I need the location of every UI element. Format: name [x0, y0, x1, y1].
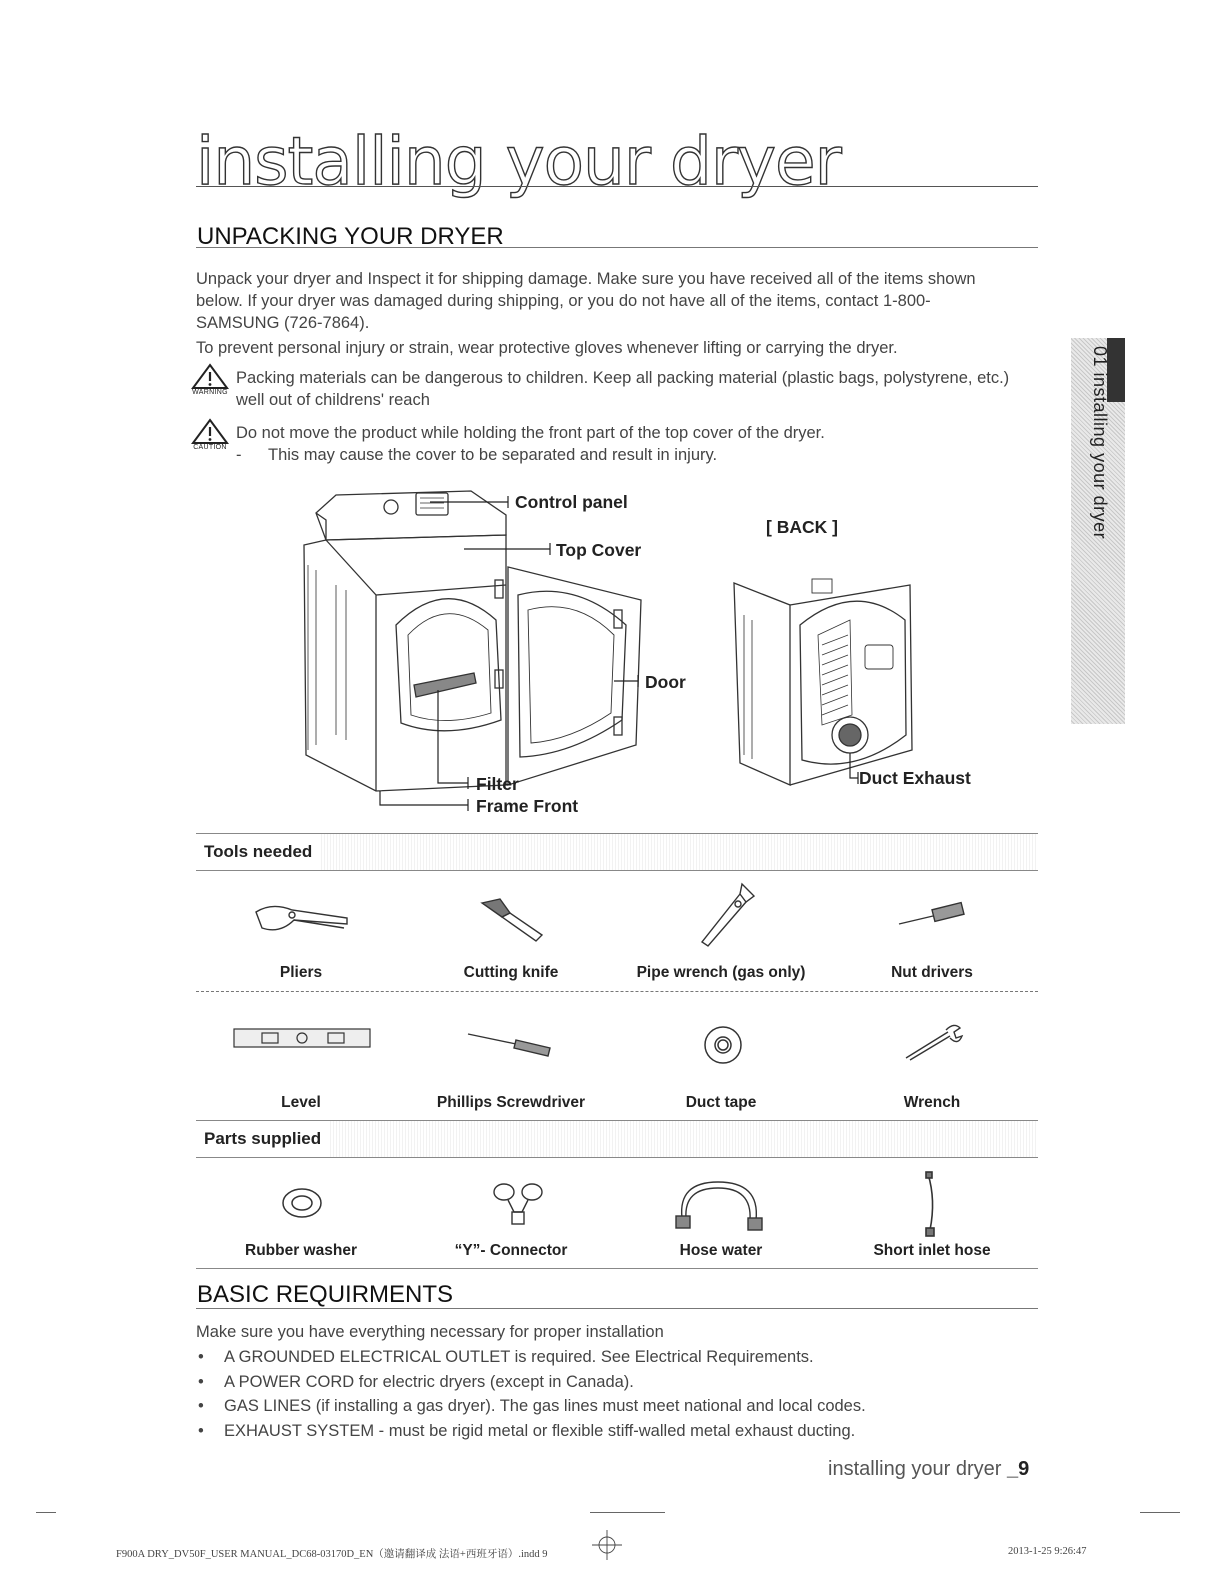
part-rubber-washer: Rubber washer: [245, 1242, 357, 1259]
part-y-connector: “Y”- Connector: [454, 1242, 568, 1259]
caution-symbol: [188, 417, 232, 457]
basic-requirements-intro: Make sure you have everything necessary for proper installation: [196, 1323, 664, 1341]
warning-icon: [188, 362, 232, 402]
crop-mark-right: [1140, 1512, 1180, 1513]
short-inlet-hose-icon: [914, 1170, 944, 1240]
caution-label: CAUTION: [193, 444, 227, 451]
registration-mark-icon: [592, 1530, 622, 1560]
warning-text: Packing materials can be dangerous to children. Keep all packing material (plastic bags, polystyrene, etc.) well out of childrens' reach: [236, 369, 1010, 409]
tool-duct-tape: Duct tape: [685, 1094, 757, 1111]
basic-requirements-heading: BASIC REQUIRMENTS: [197, 1281, 454, 1308]
caution-text: Do not move the product while holding the front part of the top cover of the dryer.: [236, 424, 825, 442]
tool-wrench: Wrench: [903, 1094, 961, 1111]
parts-bottom-rule: [196, 1268, 1038, 1269]
label-door: Door: [645, 672, 686, 692]
level-icon: [232, 1025, 372, 1051]
tool-level: Level: [281, 1094, 321, 1111]
unpacking-rule: [196, 247, 1038, 248]
parts-band: [196, 1120, 1038, 1158]
basic-requirements-list: [196, 1345, 1026, 1443]
tool-cutting-knife: Cutting knife: [463, 964, 559, 981]
cutting-knife-icon: [476, 895, 546, 945]
label-top-cover: Top Cover: [556, 540, 642, 560]
phillips-screwdriver-icon: [466, 1030, 556, 1060]
warning-label: WARNING: [192, 389, 228, 396]
label-frame-front: Frame Front: [476, 796, 579, 816]
page-title: installing your dryer: [196, 123, 841, 200]
basic-requirements-rule: [196, 1308, 1038, 1309]
tool-nut-drivers: Nut drivers: [891, 964, 973, 981]
tool-pipe-wrench: Pipe wrench (gas only): [636, 964, 806, 981]
parts-heading: Parts supplied: [196, 1121, 329, 1157]
part-hose-water: Hose water: [679, 1242, 763, 1259]
requirement-item: • EXHAUST SYSTEM - must be rigid metal or flexible stiff-walled metal exhaust ducting.: [196, 1419, 1026, 1444]
tool-phillips-screwdriver: Phillips Screwdriver: [436, 1094, 586, 1111]
caution-subtext: This may cause the cover to be separated and result in injury.: [268, 446, 718, 464]
title-rule: [196, 186, 1038, 187]
pliers-icon: [252, 900, 352, 940]
footer-page-label: [828, 1458, 1029, 1481]
dryer-front-illustration: [296, 485, 656, 805]
label-filter: Filter: [476, 774, 519, 794]
tool-pliers: Pliers: [279, 964, 323, 981]
crop-mark-left: [36, 1512, 56, 1513]
caution-dash: -: [236, 446, 242, 464]
tools-row-divider: [196, 991, 1038, 992]
side-tab-label: 01 installing your dryer: [1090, 346, 1110, 540]
gloves-paragraph: To prevent personal injury or strain, wear protective gloves whenever lifting or carrying the dryer.: [196, 339, 898, 357]
wrench-icon: [902, 1022, 964, 1062]
caution-icon: [188, 417, 232, 457]
footer-section: installing your dryer: [828, 1458, 1002, 1480]
hose-water-icon: [670, 1176, 770, 1236]
duct-tape-icon: [702, 1024, 744, 1066]
warning-symbol: [188, 362, 232, 402]
print-file-info: F900A DRY_DV50F_USER MANUAL_DC68-03170D_EN（邀请翻译成 法语+西班牙语）.indd 9: [116, 1549, 548, 1560]
tools-band: [196, 833, 1038, 871]
requirement-item: • A POWER CORD for electric dryers (except in Canada).: [196, 1370, 1026, 1395]
crop-mark-center: [590, 1512, 665, 1513]
unpacking-heading: UNPACKING YOUR DRYER: [197, 223, 504, 250]
label-back: [ BACK ]: [766, 517, 838, 537]
part-short-inlet-hose: Short inlet hose: [873, 1242, 991, 1259]
requirement-item: • GAS LINES (if installing a gas dryer). The gas lines must meet national and local codes.: [196, 1394, 1026, 1419]
nut-drivers-icon: [895, 900, 970, 930]
pipe-wrench-icon: [690, 880, 760, 950]
page-number: _9: [1006, 1458, 1030, 1480]
unpacking-paragraph: Unpack your dryer and Inspect it for shipping damage. Make sure you have received all of the items shown below. If your dryer was damaged during shipping, or you do not have all of the items, contact 1-800-SAMSUNG (726-7864).: [196, 270, 976, 332]
label-duct-exhaust: Duct Exhaust: [859, 768, 971, 788]
print-date: 2013-1-25 9:26:47: [1008, 1546, 1087, 1557]
tools-heading: Tools needed: [196, 834, 320, 870]
requirement-item: • A GROUNDED ELECTRICAL OUTLET is required. See Electrical Requirements.: [196, 1345, 1026, 1370]
label-control-panel: Control panel: [515, 492, 628, 512]
y-connector-icon: [490, 1180, 546, 1230]
rubber-washer-icon: [280, 1186, 324, 1220]
